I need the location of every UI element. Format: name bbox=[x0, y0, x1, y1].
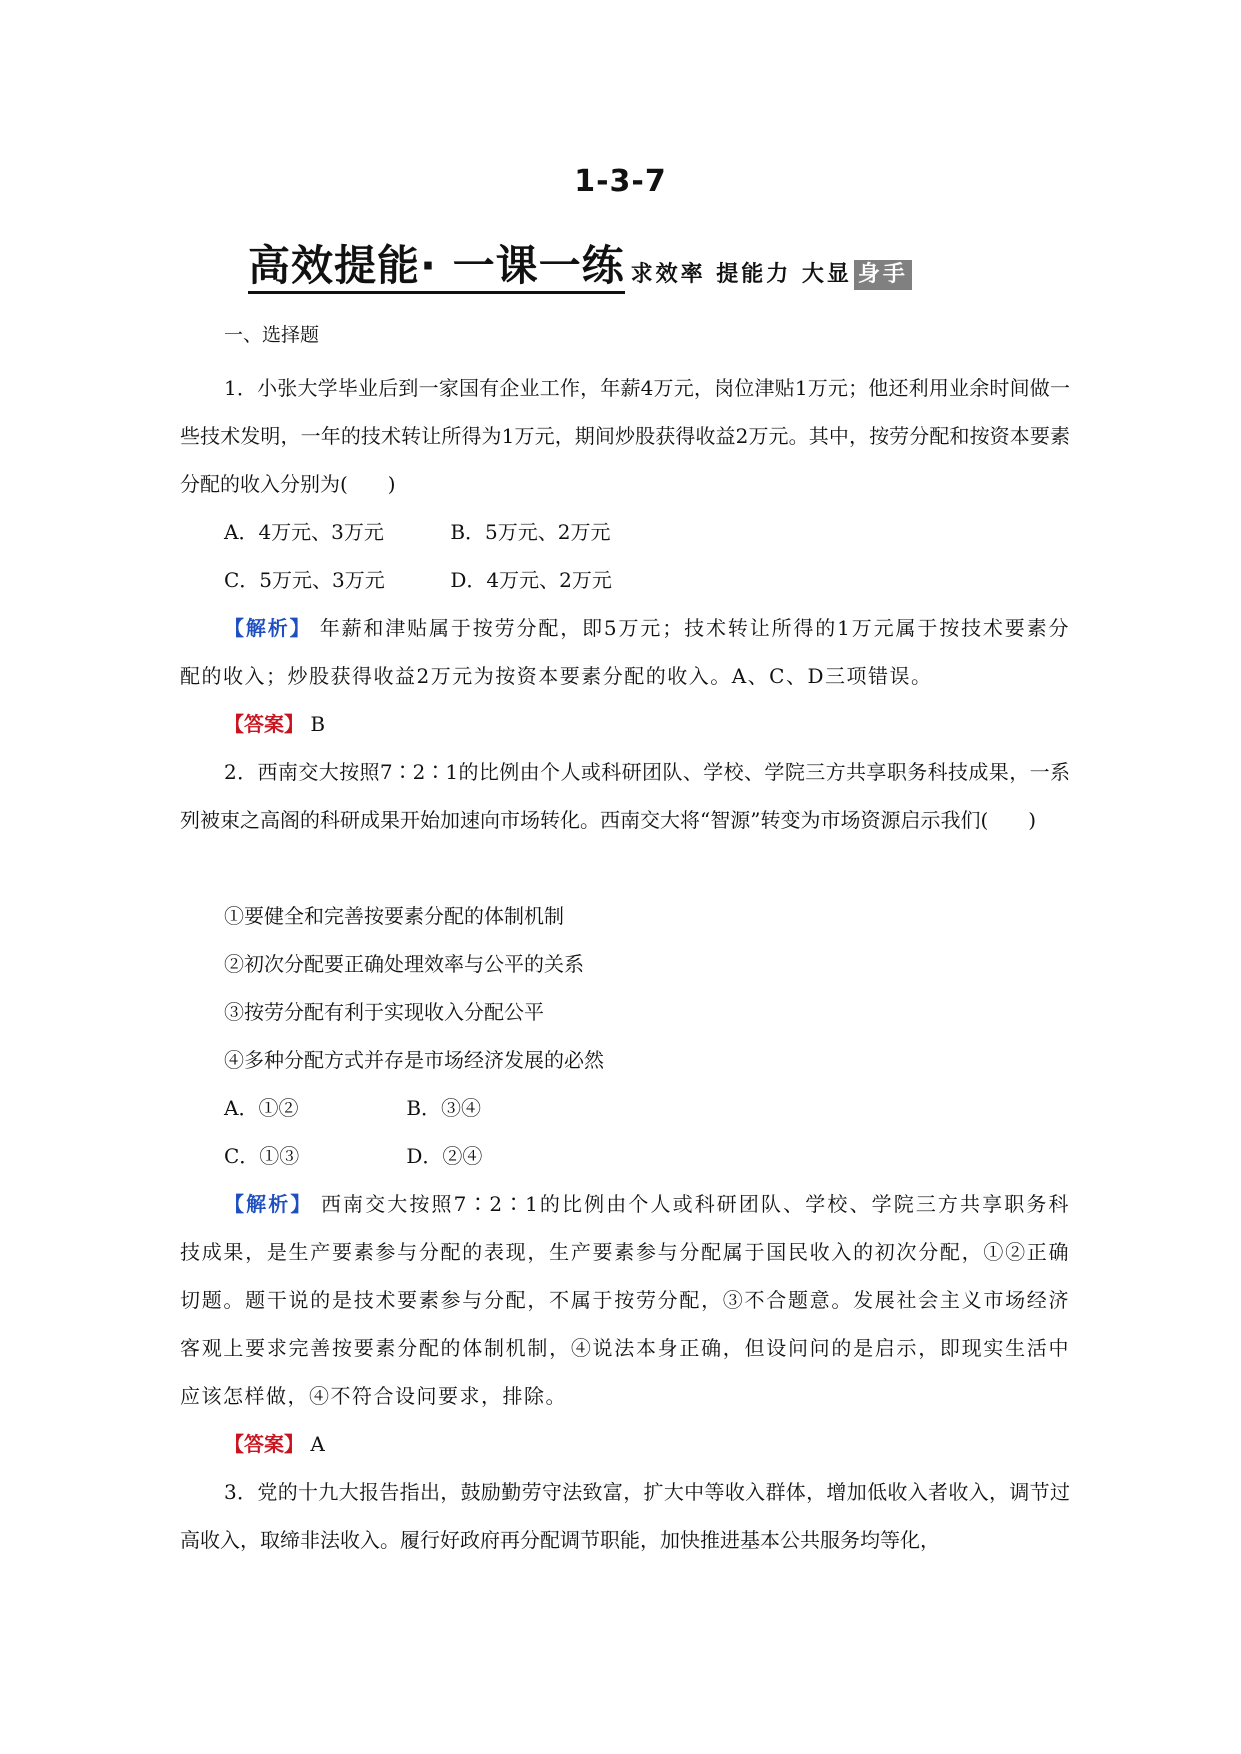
question-2-item-3: ③按劳分配有利于实现收入分配公平 bbox=[224, 1000, 544, 1024]
answer-text: A bbox=[310, 1432, 325, 1456]
question-2-answer bbox=[224, 1420, 325, 1468]
banner-subtitle-text: 求效率 提能力 大显 bbox=[630, 262, 852, 287]
question-1-options-row-2 bbox=[224, 556, 612, 604]
option-c: C．①③ bbox=[224, 1144, 300, 1168]
question-2-item-2: ②初次分配要正确处理效率与公平的关系 bbox=[224, 952, 584, 976]
analysis-text: 西南交大按照7∶2∶1的比例由个人或科研团队、学校、学院三方共享职务科技成果，是生产要素参与分配的表现，生产要素参与分配属于国民收入的初次分配，①②正确切题。题干说的是技术要素参与分配，不属于按劳分配，③不合题意。发展社会主义市场经济客观上要求完善按要素分配的体制机制，④说法本身正确，但设问问的是启示，即现实生活中应该怎样做，④不符合设问要求，排除。 bbox=[180, 1192, 1070, 1408]
answer-text: B bbox=[310, 712, 326, 736]
analysis-tag: 【解析】 bbox=[224, 1192, 313, 1216]
answer-tag: 【答案】 bbox=[224, 1432, 304, 1456]
option-d: D．4万元、2万元 bbox=[450, 568, 612, 592]
question-2-item-1: ①要健全和完善按要素分配的体制机制 bbox=[224, 904, 564, 928]
question-2-analysis bbox=[180, 1180, 1070, 1420]
answer-tag: 【答案】 bbox=[224, 712, 304, 736]
option-b: B．③④ bbox=[406, 1096, 482, 1120]
question-2-item-4: ④多种分配方式并存是市场经济发展的必然 bbox=[224, 1048, 604, 1072]
analysis-tag: 【解析】 bbox=[224, 616, 312, 640]
banner-subtitle-highlight: 身手 bbox=[854, 260, 912, 290]
question-3-stem: 3．党的十九大报告指出，鼓励勤劳守法致富，扩大中等收入群体，增加低收入者收入，调节过高收入，取缔非法收入。履行好政府再分配调节职能，加快推进基本公共服务均等化， bbox=[180, 1480, 1070, 1552]
question-1-stem: 1．小张大学毕业后到一家国有企业工作，年薪4万元，岗位津贴1万元；他还利用业余时间做一些技术发明，一年的技术转让所得为1万元，期间炒股获得收益2万元。其中，按劳分配和按资本要素分配的收入分别为( ) bbox=[180, 376, 1070, 496]
banner-subtitle bbox=[631, 260, 912, 290]
section-title: 一、选择题 bbox=[224, 324, 320, 346]
option-d: D．②④ bbox=[406, 1144, 483, 1168]
question-2-stem: 2．西南交大按照7∶2∶1的比例由个人或科研团队、学校、学院三方共享职务科技成果，一系列被束之高阁的科研成果开始加速向市场转化。西南交大将“智源”转变为市场资源启示我们( ) bbox=[180, 760, 1070, 832]
question-2-options-row-1 bbox=[224, 1084, 481, 1132]
option-b: B．5万元、2万元 bbox=[450, 520, 611, 544]
option-a: A．4万元、3万元 bbox=[224, 520, 384, 544]
question-1-analysis bbox=[180, 604, 1070, 700]
banner-title: 高效提能· 一课一练 bbox=[248, 243, 625, 294]
question-1-answer bbox=[224, 700, 325, 748]
question-2-options-row-2 bbox=[224, 1132, 482, 1180]
banner bbox=[248, 241, 912, 294]
document-id: 1-3-7 bbox=[574, 164, 667, 199]
question-1-options-row-1 bbox=[224, 508, 611, 556]
analysis-text: 年薪和津贴属于按劳分配，即5万元；技术转让所得的1万元属于按技术要素分配的收入；炒股获得收益2万元为按资本要素分配的收入。A、C、D三项错误。 bbox=[180, 616, 1071, 688]
option-a: A．①② bbox=[224, 1096, 299, 1120]
option-c: C．5万元、3万元 bbox=[224, 568, 385, 592]
